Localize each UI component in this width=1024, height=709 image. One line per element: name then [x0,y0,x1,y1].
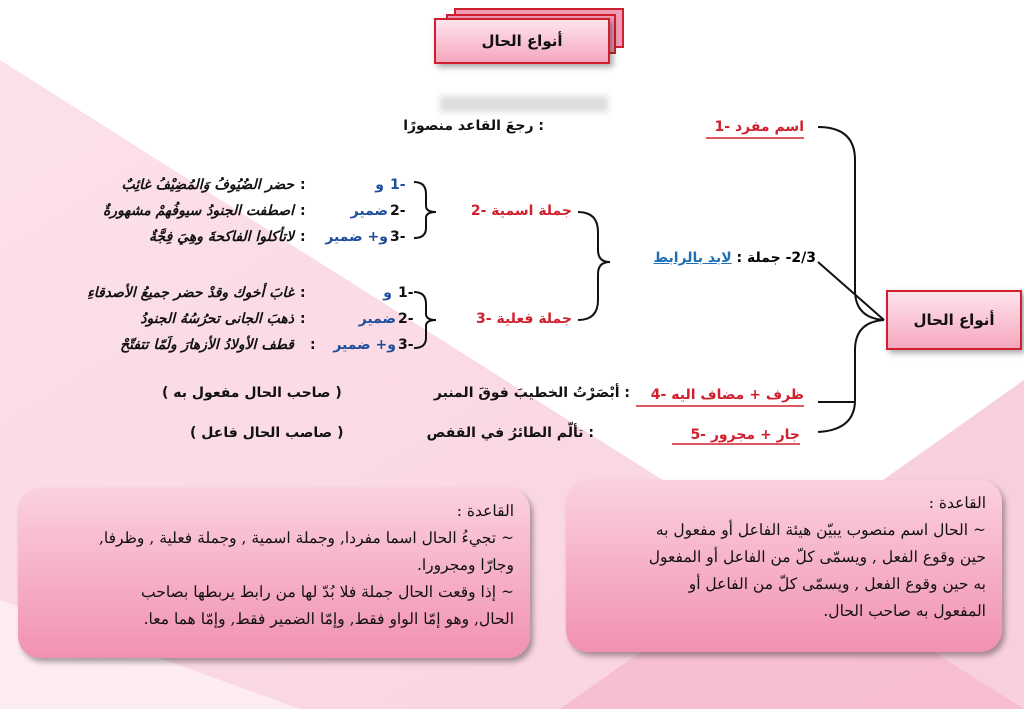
owner-preposition: ( صاصب الحال فاعل ) [190,425,344,441]
type-preposition: 5- جار + مجرور [690,427,800,443]
nominal-num-1: 1- [390,177,406,193]
owner-adverb: ( صاحب الحال مفعول به ) [162,385,342,401]
nominal-example-3: لاتأكلوا الفاكحةَ وهِيَ فِجَّةٌ [149,229,294,245]
nominal-label-1: و [375,177,384,193]
nominal-example-2: اصطفت الجنودُ سيوفُهمْ مشهورةٌ [102,203,294,219]
nominal-label-2: ضمير [350,203,388,219]
verbal-example-3: قطف الأولادُ الأزهارَ ولَمّا تتفتّحْ [120,337,294,353]
example-adverb: : أبْصَرْتُ الخطيبَ فوقَ المنبر [433,385,630,401]
type-nominal-sentence: 2- جملة اسمية [470,203,572,219]
rule-left-line-2: وجارّا ومجرورا. [416,556,514,574]
type-sentence-link[interactable]: لابد بالرابط [653,250,732,266]
example-single-noun: : رجعَ القاعد منصورًا [403,118,544,134]
rule-right-line-3: به حين وقوع الفعل , ويسمّى كلّ من الفاعل أو [688,575,986,593]
example-preposition: : تألّم الطائرُ في القفص [426,425,594,441]
rule-right-line-1: ~ الحال اسم منصوب يبيّن هيئة الفاعل أو مفعول به [655,521,986,539]
verbal-colon-2: : [300,311,306,327]
verbal-label-1: و [383,285,392,301]
rule-right-head: القاعدة : [928,494,986,512]
type-verbal-sentence: 3- جملة فعلية [476,311,572,327]
verbal-num-1: 1- [398,285,414,301]
type-adverb: 4- ظرف + مضاف اليه [650,387,804,403]
verbal-example-2: ذهبَ الجانى تحرُسُهُ الجنودُ [140,311,294,327]
verbal-num-3: 3- [398,337,414,353]
nominal-colon-2: : [300,203,306,219]
page-title: أنواع الحال [434,18,610,64]
rule-right-line-4: المفعول به صاحب الحال. [823,602,986,620]
rule-box-right [566,480,1002,652]
nominal-colon-3: : [300,229,306,245]
nominal-num-2: 2- [390,203,406,219]
rule-left-line-3: ~ إذا وقعت الحال جملة فلا بُدّ لها من رابط يربطها بصاحب [141,583,514,601]
nominal-label-3: و+ ضمير [325,229,388,245]
type-single-noun: 1- اسم مفرد [714,119,804,135]
rule-left-head: القاعدة : [456,502,514,520]
type-sentence [654,250,817,266]
verbal-label-2: ضمير [358,311,396,327]
rule-right-line-2: حين وقوع الفعل , ويسمّى كلّ من الفاعل أو المفعول [648,548,986,566]
verbal-num-2: 2- [398,311,414,327]
nominal-num-3: 3- [390,229,406,245]
type-sentence-prefix: 2/3- جملة : [736,250,816,266]
nominal-example-1: حضر الضُيُوفُ وَالمُضِيْفُ غائِبٌ [121,177,294,193]
verbal-example-1: غابَ أخوك وقدْ حضر جميعُ الأصدقاءِ [87,285,294,301]
rule-box-left [18,488,530,658]
root-node: أنواع الحال [886,290,1022,350]
nominal-colon-1: : [300,177,306,193]
verbal-colon-1: : [300,285,306,301]
rule-left-line-1: ~ تجيءُ الحال اسما مفردا, وجملة اسمية , وجملة فعلية , وظرفا, [98,529,514,547]
verbal-colon-3: : [310,337,316,353]
rule-left-line-4: الحال, وهو إمّا الواو فقط, وإمّا الضمير فقط, وإمّا هما معا. [143,610,514,628]
verbal-label-3: و+ ضمير [333,337,396,353]
